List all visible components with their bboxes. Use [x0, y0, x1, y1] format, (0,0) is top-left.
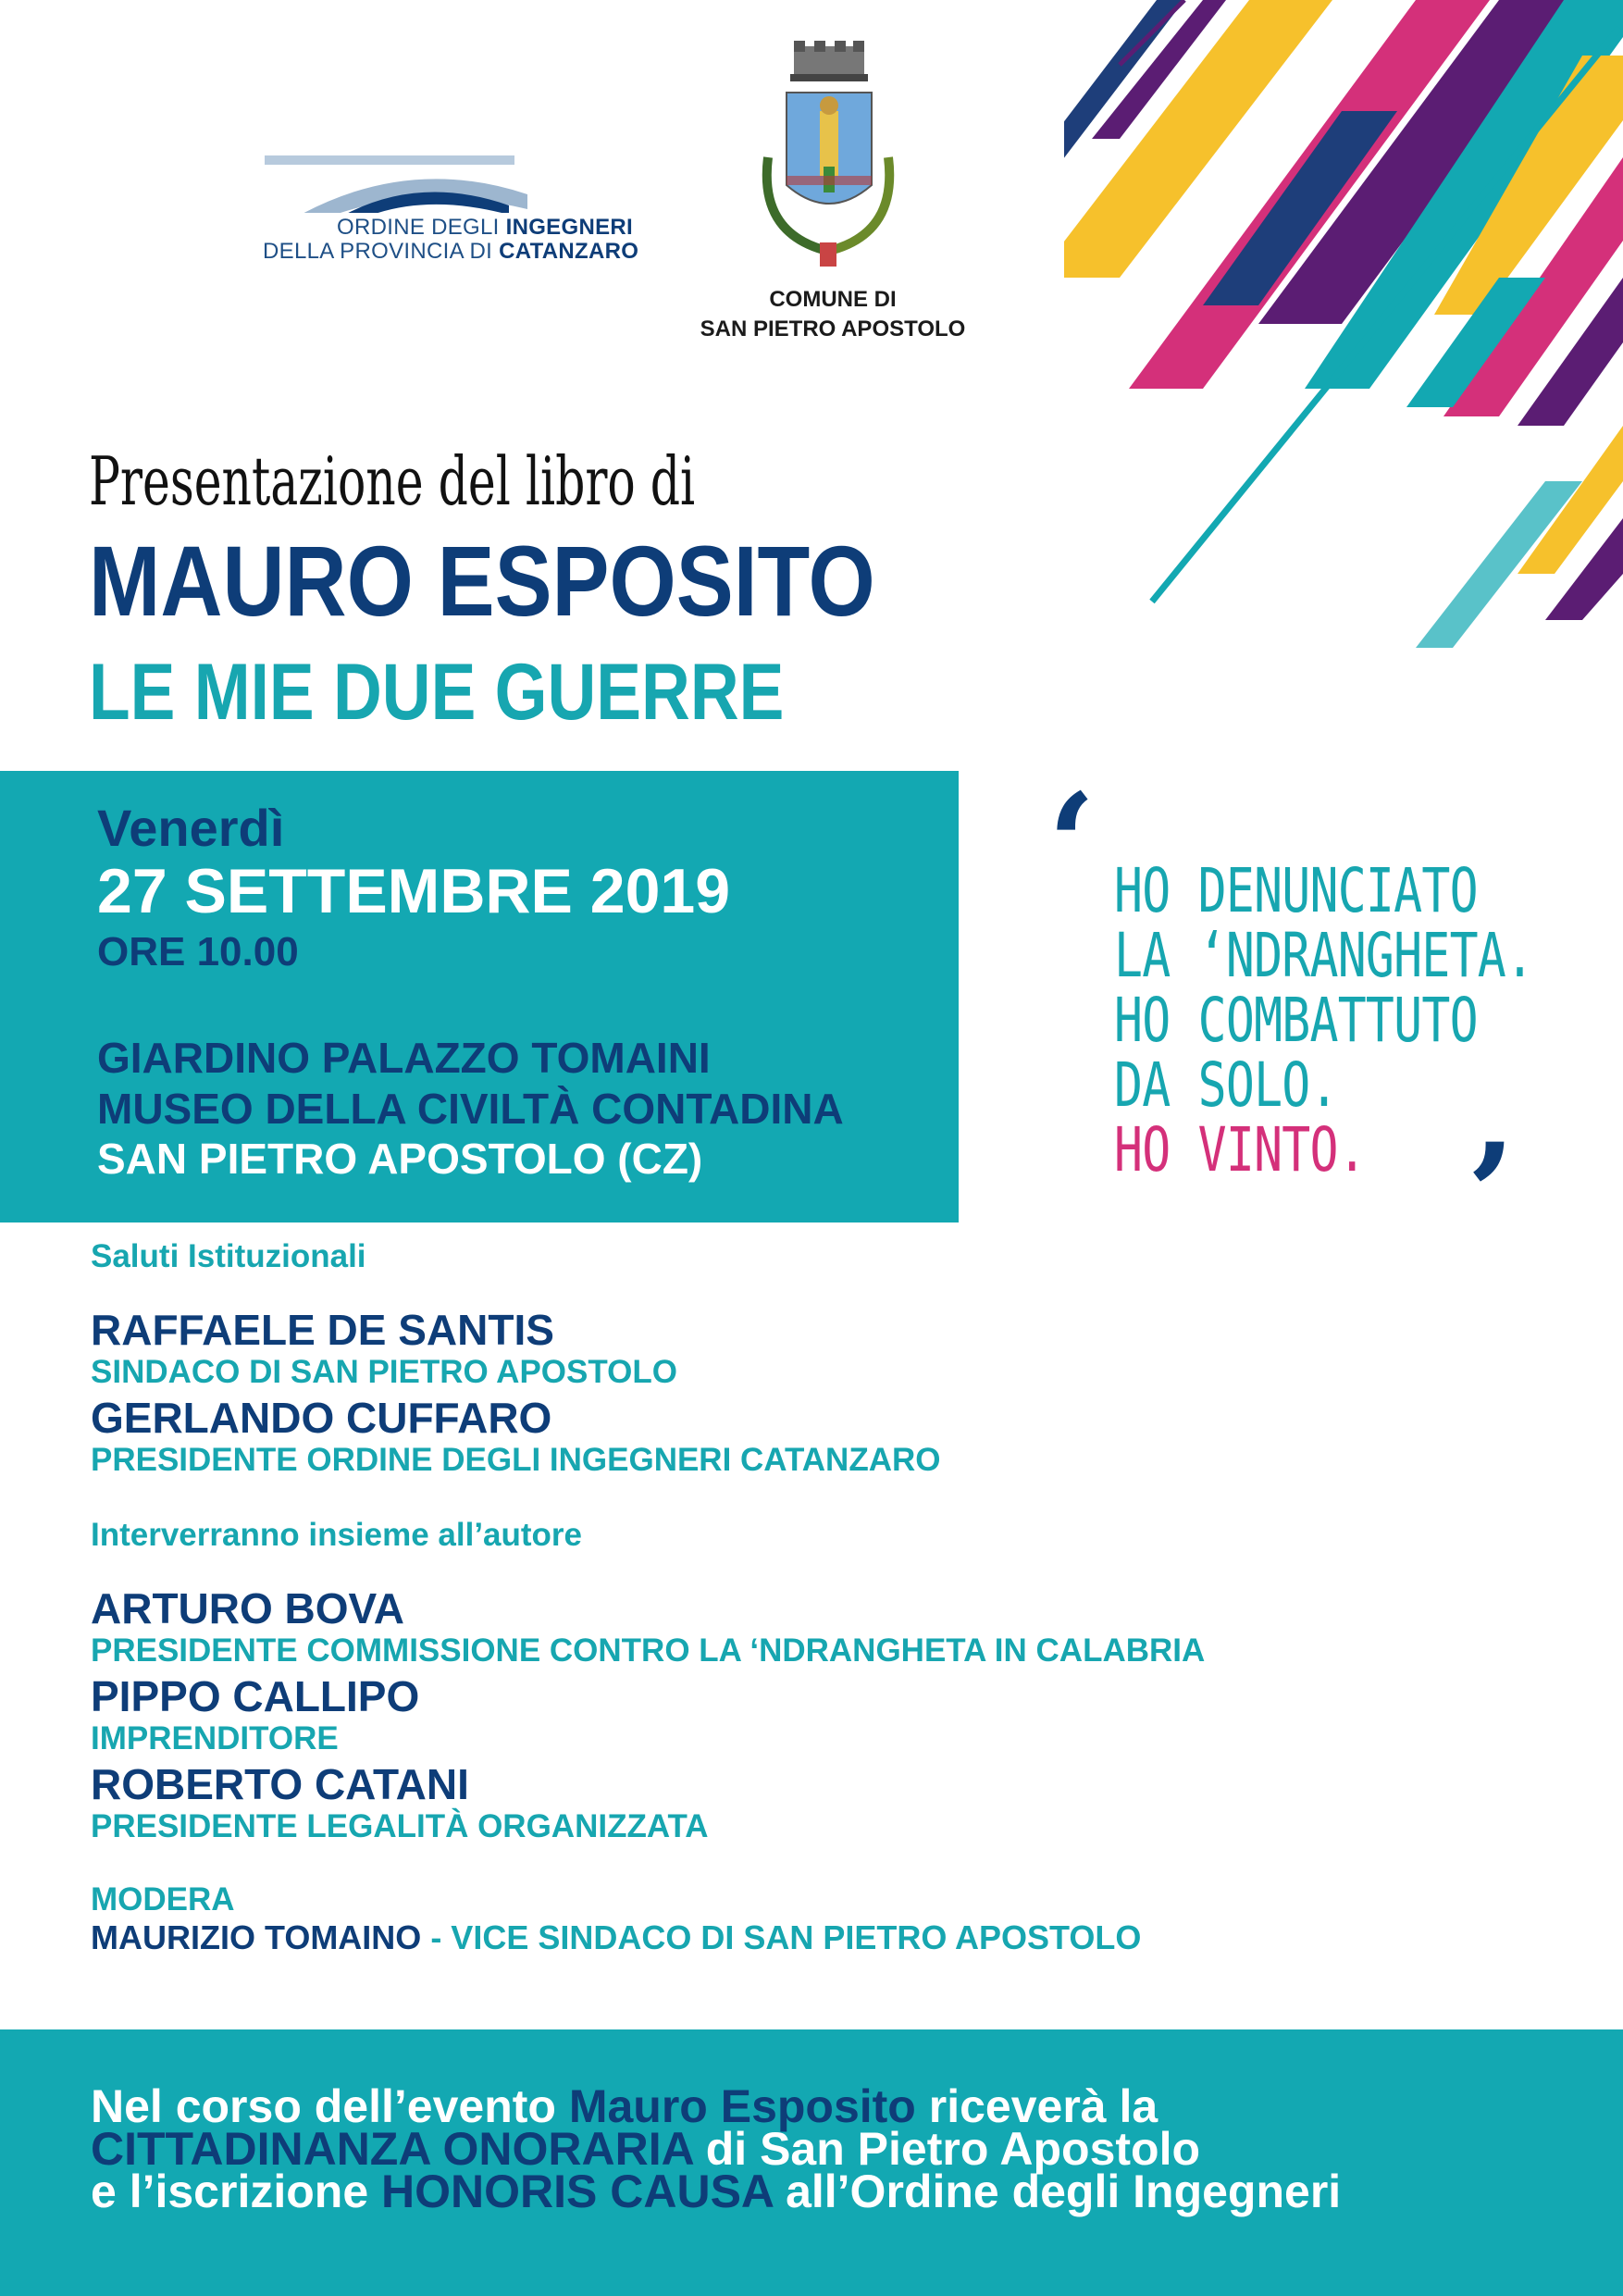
footer-line: e l’iscrizione HONORIS CAUSA all’Ordine degli Ingegneri [91, 2166, 1342, 2217]
close-quote-icon: ’ [1467, 1113, 1516, 1276]
comune-name [648, 285, 1018, 344]
event-date: 27 SETTEMBRE 2019 [97, 856, 731, 926]
event-day: Venerdì [97, 799, 285, 857]
quote-line: HO DENUNCIATO [1114, 855, 1478, 926]
footer-line: Nel corso dell’evento Mauro Esposito riceverà la [91, 2080, 1158, 2132]
speaker-name: GERLANDO CUFFARO [91, 1394, 552, 1442]
moderator-role: - VICE SINDACO DI SAN PIETRO APOSTOLO [421, 1918, 1142, 1956]
quote-line-highlight: HO VINTO. [1114, 1114, 1366, 1185]
speaker-role: PRESIDENTE COMMISSIONE CONTRO LA ‘NDRANGHETA IN CALABRIA [91, 1632, 1206, 1669]
comune-name-line2: SAN PIETRO APOSTOLO [700, 316, 966, 341]
comune-coat-of-arms-icon [750, 37, 907, 273]
event-location-line: MUSEO DELLA CIVILTÀ CONTADINA [97, 1085, 844, 1133]
speaker-role: IMPRENDITORE [91, 1720, 339, 1756]
speaker-name: ARTURO BOVA [91, 1584, 405, 1632]
speakers-label: Interverranno insieme all’autore [91, 1517, 583, 1553]
speaker-name: ROBERTO CATANI [91, 1760, 469, 1808]
event-details-box [0, 771, 959, 1222]
moderator-label: MODERA [91, 1881, 235, 1917]
open-quote-icon: ‘ [1047, 763, 1096, 926]
arc-emblem-icon [259, 148, 537, 213]
book-title: LE MIE DUE GUERRE [89, 648, 785, 737]
ordine-logo-line1: ORDINE DEGLI INGEGNERI [337, 215, 633, 240]
speaker-name: RAFFAELE DE SANTIS [91, 1306, 554, 1354]
event-time: ORE 10.00 [97, 929, 299, 974]
greetings-label: Saluti Istituzionali [91, 1238, 366, 1274]
speaker-role: PRESIDENTE LEGALITÀ ORGANIZZATA [91, 1808, 709, 1844]
author-name: MAURO ESPOSITO [89, 525, 875, 637]
comune-name-line1: COMUNE DI [769, 287, 897, 312]
quote-line: HO COMBATTUTO [1114, 985, 1478, 1056]
moderator-name: MAURIZIO TOMAINO [91, 1918, 422, 1956]
footer-line: CITTADINANZA ONORARIA di San Pietro Apostolo [91, 2123, 1201, 2175]
speaker-name: PIPPO CALLIPO [91, 1672, 420, 1720]
quote-line: DA SOLO. [1114, 1049, 1338, 1121]
speaker-role: PRESIDENTE ORDINE DEGLI INGEGNERI CATANZARO [91, 1442, 941, 1478]
speaker-role: SINDACO DI SAN PIETRO APOSTOLO [91, 1354, 677, 1390]
pre-title: Presentazione del libro di [89, 442, 696, 520]
event-location-line: SAN PIETRO APOSTOLO (CZ) [97, 1135, 703, 1183]
event-location-line: GIARDINO PALAZZO TOMAINI [97, 1034, 711, 1082]
ordine-ingegneri-logo [259, 148, 648, 278]
footer-banner [0, 2029, 1623, 2296]
moderator-line [91, 1918, 1141, 1957]
decorative-stripes [1064, 0, 1623, 648]
quote-line: LA ‘NDRANGHETA. [1114, 920, 1534, 991]
ordine-logo-line2: DELLA PROVINCIA DI CATANZARO [263, 239, 639, 264]
